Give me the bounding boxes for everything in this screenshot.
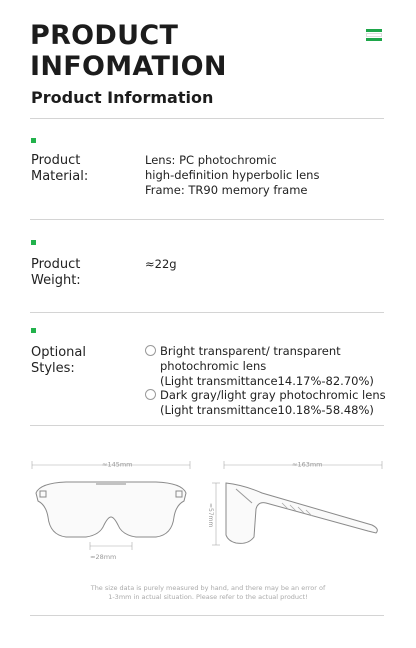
style-option-text: (Light transmittance14.17%-82.70%) [160, 374, 374, 388]
divider [30, 425, 384, 426]
section-marker-icon [31, 138, 36, 143]
page-title [30, 20, 227, 82]
material-label-line-2: Material: [31, 169, 89, 184]
weight-value: ≈22g [145, 257, 177, 271]
material-line: Frame: TR90 memory frame [145, 183, 308, 197]
size-disclaimer [60, 584, 356, 602]
glasses-front-view [26, 455, 196, 565]
style-option[interactable] [145, 388, 386, 418]
section-marker-icon [31, 240, 36, 245]
weight-label [31, 257, 81, 289]
weight-label-line-1: Product [31, 257, 81, 272]
radio-icon[interactable] [145, 389, 156, 400]
disclaimer-line: The size data is purely measured by hand, and there may be an error of [90, 584, 326, 592]
material-line: high-definition hyperbolic lens [145, 168, 320, 182]
styles-label-line-2: Styles: [31, 361, 75, 376]
flag-icon [366, 29, 382, 39]
style-option-text: photochromic lens [160, 359, 267, 373]
material-value [145, 153, 319, 198]
style-option[interactable] [145, 344, 374, 389]
front-width-label: ≈145mm [102, 460, 133, 469]
side-length-label: ≈163mm [292, 460, 323, 469]
lens-height-label: ≈57mm [207, 503, 214, 528]
styles-label-line-1: Optional [31, 345, 86, 360]
material-line: Lens: PC photochromic [145, 153, 277, 167]
style-option-text: Dark gray/light gray photochromic lens [160, 388, 386, 402]
weight-label-line-2: Weight: [31, 273, 81, 288]
section-subtitle: Product Information [31, 88, 214, 107]
divider [30, 312, 384, 313]
section-marker-icon [31, 328, 36, 333]
title-line-2: INFOMATION [30, 51, 227, 82]
nose-width-dimension-icon [90, 542, 132, 550]
glasses-side-view [196, 455, 392, 565]
style-option-text: Bright transparent/ transparent [160, 344, 341, 358]
glasses-front-icon [36, 482, 186, 537]
radio-icon[interactable] [145, 345, 156, 356]
style-option-text: (Light transmittance10.18%-58.48%) [160, 403, 374, 417]
nose-width-label: ≈28mm [90, 553, 117, 561]
title-line-1: PRODUCT [30, 20, 179, 51]
disclaimer-line: 1-3mm in actual situation. Please refer to the actual product! [108, 593, 308, 601]
divider [30, 118, 384, 119]
glasses-side-icon [226, 483, 377, 543]
material-label-line-1: Product [31, 153, 81, 168]
divider [30, 219, 384, 220]
divider [30, 615, 384, 616]
material-label [31, 153, 88, 185]
styles-label [31, 345, 86, 377]
